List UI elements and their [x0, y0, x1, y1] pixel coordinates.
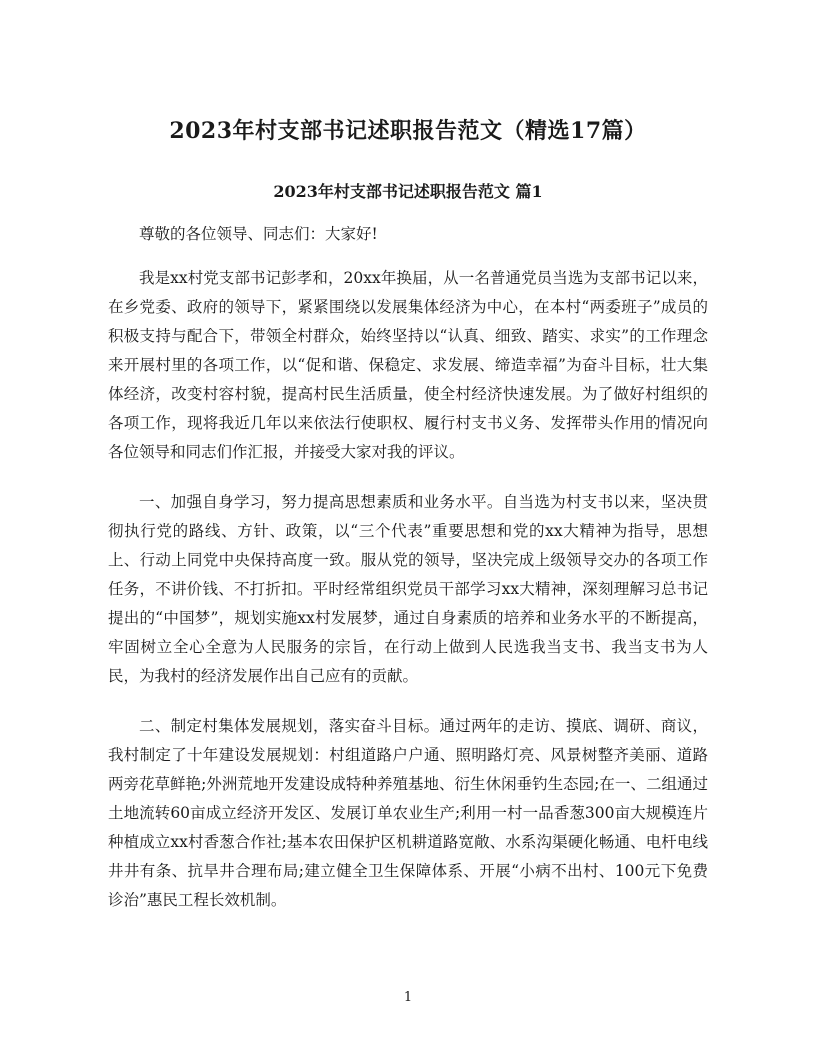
- section-heading: 2023年村支部书记述职报告范文 篇1: [273, 182, 543, 201]
- document-title: 2023年村支部书记述职报告范文（精选17篇）: [169, 118, 647, 144]
- section-two-paragraph: 二、制定村集体发展规划，落实奋斗目标。通过两年的走访、摸底、调研、商议，我村制定了十年建设发展规划：村组道路户户通、照明路灯亮、风景树整齐美丽、道路两旁花草鲜艳;外洲荒地开发建设成特种养殖基地、衍生休闲垂钓生态园;在一、二组通过土地流转60亩成立经济开发区、发展订单农业生产;利用一村一品香葱300亩大规模连片种植成立xx村香葱合作社;基本农田保护区机耕道路宽敞、水系沟渠硬化畅通、电杆电线井井有条、抗旱井合理布局;建立健全卫生保障体系、开展“小病不出村、100元下免费诊治”惠民工程长效机制。: [108, 717, 708, 909]
- section-one-paragraph: 一、加强自身学习，努力提高思想素质和业务水平。自当选为村支书以来，坚决贯彻执行党的路线、方针、政策，以“三个代表”重要思想和党的xx大精神为指导，思想上、行动上同党中央保持高度一致。服从党的领导，坚决完成上级领导交办的各项工作任务，不讲价钱、不打折扣。平时经常组织党员干部学习xx大精神，深刻理解习总书记提出的“中国梦”，规划实施xx村发展梦，通过自身素质的培养和业务水平的不断提高，牢固树立全心全意为人民服务的宗旨，在行动上做到人民选我当支书、我当支书为人民，为我村的经济发展作出自己应有的贡献。: [108, 493, 708, 685]
- greeting-paragraph: 尊敬的各位领导、同志们：大家好!: [139, 225, 378, 243]
- intro-paragraph: 我是xx村党支部书记彭孝和，20xx年换届，从一名普通党员当选为支部书记以来，在乡党委、政府的领导下，紧紧围绕以发展集体经济为中心，在本村“两委班子”成员的积极支持与配合下，带领全村群众，始终坚持以“认真、细致、踏实、求实”的工作理念来开展村里的各项工作，以“促和谐、保稳定、求发展、缔造幸福”为奋斗目标，壮大集体经济，改变村容村貌，提高村民生活质量，使全村经济快速发展。为了做好村组织的各项工作，现将我近几年以来依法行使职权、履行村支书义务、发挥带头作用的情况向各位领导和同志们作汇报，并接受大家对我的评议。: [108, 269, 708, 461]
- page-number: 1: [403, 990, 413, 1005]
